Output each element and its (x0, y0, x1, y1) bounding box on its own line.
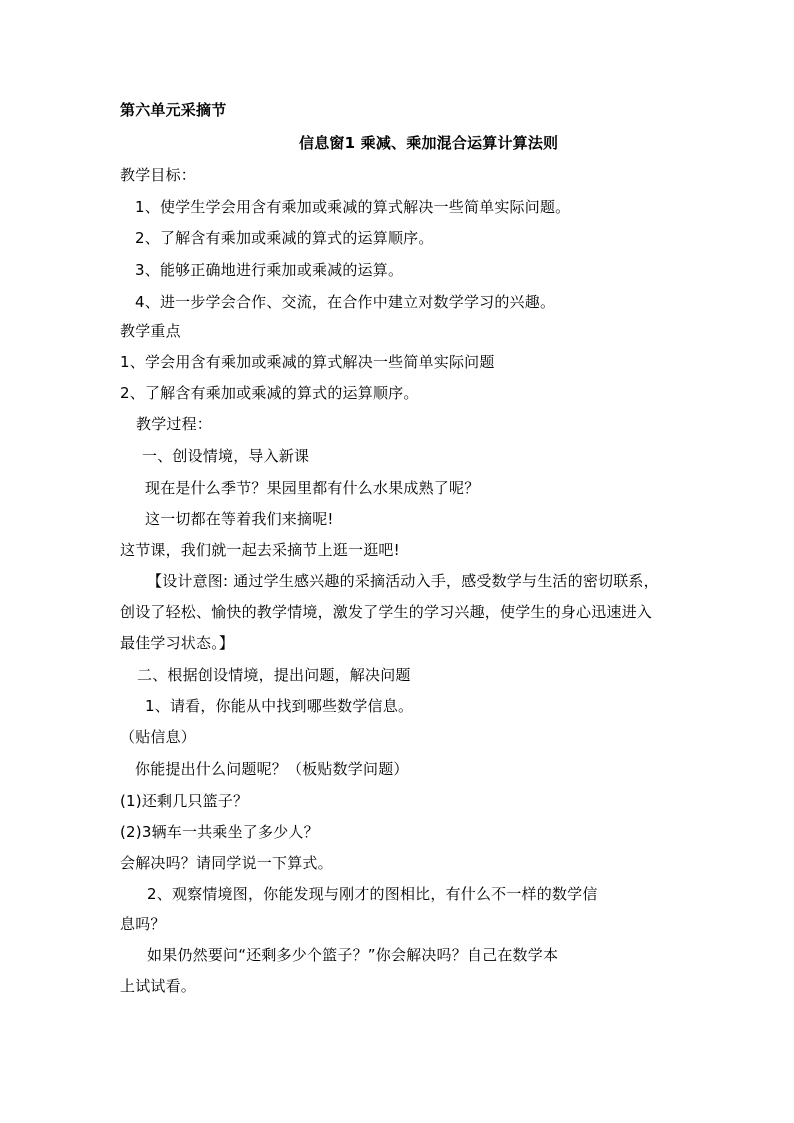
key-points-heading: 教学重点 (120, 322, 181, 340)
lesson-title: 信息窗1 乘减、乘加混合运算计算法则 (299, 134, 559, 152)
section2-line: 你能提出什么问题呢？（板贴数学问题） (135, 760, 409, 778)
objectives-heading: 教学目标： (120, 166, 197, 184)
section1-line: 这节课，我们就一起去采摘节上逛一逛吧! (120, 541, 400, 559)
section2-line: 1、请看，你能从中找到哪些数学信息。 (145, 697, 414, 715)
key-point-item: 2、了解含有乘加或乘减的算式的运算顺序。 (120, 384, 419, 402)
section1-line: 现在是什么季节？果园里都有什么水果成熟了呢？ (145, 479, 480, 497)
section2-line: 2、观察情境图，你能发现与刚才的图相比，有什么不一样的数学信 (147, 885, 598, 903)
section2-line: (1)还剩几只篮子？ (120, 792, 249, 810)
process-heading: 教学过程： (136, 415, 213, 433)
design-intent-line: 【设计意图: 通过学生感兴趣的采摘活动入手，感受数学与生活的密切联系， (147, 572, 659, 590)
design-intent-line: 最佳学习状态。】 (120, 634, 235, 652)
objective-item: 4、进一步学会合作、交流，在合作中建立对数学学习的兴趣。 (135, 293, 556, 311)
section2-line: 如果仍然要问“还剩多少个篮子？”你会解决吗？自己在数学本 (147, 946, 559, 964)
section2-line: (2)3辆车一共乘坐了多少人？ (120, 823, 319, 841)
section1-line: 这一切都在等着我们来摘呢! (145, 510, 334, 528)
section2-line: 息吗？ (120, 915, 166, 933)
section2-line: 上试试看。 (120, 977, 197, 995)
design-intent-line: 创设了轻松、愉快的教学情境，激发了学生的学习兴趣，使学生的身心迅速进入 (120, 603, 653, 621)
section2-line: （贴信息） (120, 728, 197, 746)
key-point-item: 1、学会用含有乘加或乘减的算式解决一些简单实际问题 (120, 353, 495, 371)
unit-title: 第六单元采摘节 (120, 101, 227, 119)
objective-item: 1、使学生学会用含有乘加或乘减的算式解决一些简单实际问题。 (135, 198, 571, 216)
section1-title: 一、创设情境，导入新课 (142, 447, 310, 465)
section2-line: 会解决吗？请同学说一下算式。 (120, 854, 333, 872)
objective-item: 2、了解含有乘加或乘减的算式的运算顺序。 (135, 229, 434, 247)
section2-title: 二、根据创设情境，提出问题，解决问题 (137, 666, 411, 684)
objective-item: 3、能够正确地进行乘加或乘减的运算。 (135, 261, 404, 279)
